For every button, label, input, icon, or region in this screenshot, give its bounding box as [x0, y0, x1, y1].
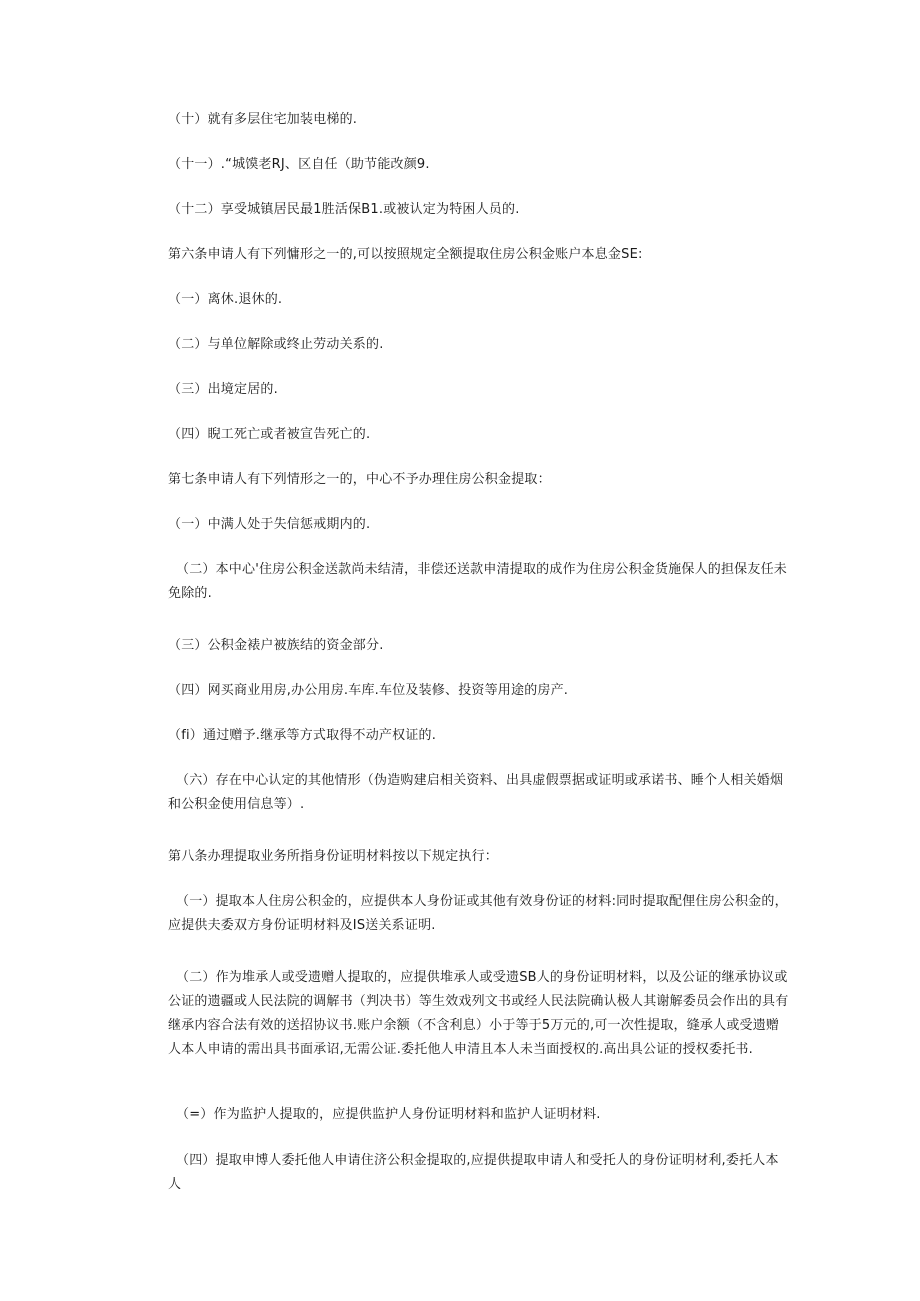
article-8-heading: 第八条办理提取业务所指身份证明材料按以下规定执行： — [168, 849, 499, 864]
article-8-item-4: （四）提取申博人委托他人申请住济公积金提取的,应提供提取申请人和受托人的身份证明材利,委托人本人 — [168, 1153, 779, 1192]
article-7-item-6: （六）存在中心认定的其他情形（伪造购建启相关资料、出具虚假票据或证明或承诺书、睡个人相关婚烟和公积金使用信息等）. — [168, 773, 784, 812]
article-8-item-1: （一）提取本人住房公积金的，应提供本人身份证或其他有效身份证的材料:同时提取配俚住房公积金的，应提供夫委双方身份证明材料及IS送关系证明. — [168, 894, 788, 933]
article-8-item-2: （二）作为堆承人或受遗赠人提取的，应提供堆承人或受遗SB人的身份证明材料，以及公证的继承协议或公证的遗疆或人民法院的调解书（判决书）等生效戏列文书或经人民法院确认极人其谢解委员会作出的具有继承内容合法有效的送招协议书.账户余额（不含利息）小于等于5万元的,可一次性提取，缝承人或受遗赠人本人申请的需出具书面承诏,无需公证.委托他人申清且本人未当面授权的.高出具公证的授权委托书. — [168, 970, 789, 1057]
article-6-heading: 第六条申请人有下列慵形之一的,可以按照规定全额提取住房公积金账户本息金SE: — [168, 247, 643, 262]
article-6-item-4: （四）睨工死亡或者被宣告死亡的. — [168, 427, 371, 442]
article-7-item-1: （一）中满人处于失信惩戒期内的. — [168, 517, 371, 532]
article-8-item-3: （=）作为监护人提取的，应提供监护人身份证明材料和监护人证明材料. — [176, 1107, 601, 1122]
article-7-item-5: （fi）通过赠予.继承等方式取得不动产权证的. — [168, 728, 437, 743]
paragraph-10: （十）就有多层住宅加装电梯的. — [168, 112, 358, 127]
article-7-item-4: （四）网买商业用房,办公用房.车库.车位及装修、投资等用途的房产. — [168, 683, 569, 698]
article-7-item-3: （三）公积金裱户被族结的资金部分. — [168, 638, 384, 653]
article-7-item-2: （二）本中心'住房公积金送款尚未结清，非偿还送款申清提取的成作为住房公积金货施保人的担保友任未免除的. — [168, 562, 787, 601]
article-6-item-1: （一）离休.退休的. — [168, 292, 283, 307]
paragraph-12: （十二）享受城镇居民最1胜活保B1.或被认定为特困人员的. — [168, 202, 520, 217]
paragraph-11: （十一）.“城馍老RJ、区自任（助节能改颜9. — [168, 157, 430, 172]
article-6-item-3: （三）出境定居的. — [168, 382, 278, 397]
article-7-heading: 第七条申请人有下列情形之一的，中心不予办理住房公积金提取： — [168, 472, 551, 487]
article-6-item-2: （二）与单位解除或终止劳动关系的. — [168, 337, 384, 352]
